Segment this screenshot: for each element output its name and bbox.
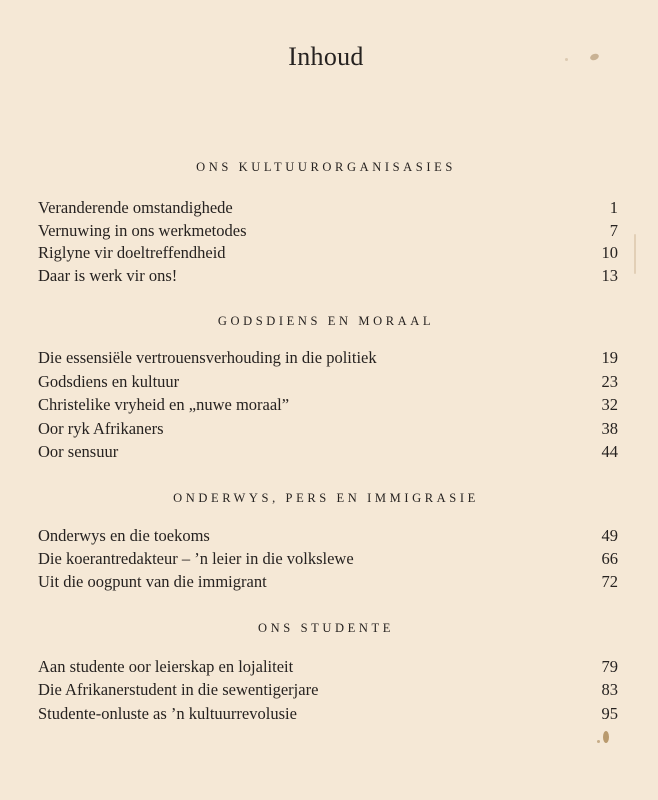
toc-entry bbox=[38, 264, 618, 288]
toc-entry bbox=[38, 570, 618, 594]
toc-entry-title: Veranderende omstandighede bbox=[38, 198, 233, 217]
section-heading: ONS STUDENTE bbox=[258, 621, 394, 635]
toc-entry-page: 66 bbox=[601, 549, 618, 568]
toc-entry-title: Christelike vryheid en „nuwe moraal” bbox=[38, 395, 290, 414]
toc-entry-page: 1 bbox=[609, 198, 618, 217]
toc-entry-title: Godsdiens en kultuur bbox=[38, 372, 180, 391]
toc-entry-page: 79 bbox=[601, 657, 618, 676]
toc-entry-page: 83 bbox=[601, 680, 618, 699]
toc-entry-page: 7 bbox=[609, 221, 618, 240]
section-heading: GODSDIENS EN MORAAL bbox=[217, 314, 435, 328]
toc-entry bbox=[38, 440, 618, 464]
toc-entry-page: 72 bbox=[601, 572, 618, 591]
toc-entry bbox=[38, 196, 618, 220]
toc-entry-page: 49 bbox=[601, 526, 618, 545]
toc-entry-title: Riglyne vir doeltreffendheid bbox=[38, 243, 226, 262]
toc-entry-title: Die Afrikanerstudent in die sewentigerjare bbox=[38, 680, 319, 699]
toc-entry-title: Oor ryk Afrikaners bbox=[38, 419, 164, 438]
toc-entry-title: Oor sensuur bbox=[38, 442, 119, 461]
section-heading: ONS KULTUURORGANISASIES bbox=[196, 160, 456, 174]
toc-entry bbox=[38, 393, 618, 417]
toc-entry-title: Studente-onluste as ’n kultuurrevolusie bbox=[38, 704, 297, 723]
toc-entry bbox=[38, 370, 618, 394]
toc-entry-title: Onderwys en die toekoms bbox=[38, 526, 210, 545]
toc-entry-page: 32 bbox=[601, 395, 618, 414]
page-title: Inhoud bbox=[288, 42, 364, 71]
toc-entry-title: Aan studente oor leierskap en lojaliteit bbox=[38, 657, 294, 676]
toc-entry-page: 10 bbox=[601, 243, 618, 262]
toc-entry bbox=[38, 417, 618, 441]
toc-entry-title: Daar is werk vir ons! bbox=[38, 266, 178, 285]
toc-entry-page: 23 bbox=[601, 372, 618, 391]
toc-entry-title: Die koerantredakteur – ’n leier in die volkslewe bbox=[38, 549, 354, 568]
toc-entry bbox=[38, 346, 618, 370]
paper-stain bbox=[565, 58, 568, 61]
section-heading: ONDERWYS, PERS EN IMMIGRASIE bbox=[173, 491, 479, 505]
toc-entry-page: 95 bbox=[601, 704, 618, 723]
toc-entry bbox=[38, 678, 618, 702]
toc-entry bbox=[38, 241, 618, 265]
toc-entry bbox=[38, 702, 618, 726]
paper-stain bbox=[597, 740, 600, 743]
toc-entry-page: 38 bbox=[601, 419, 618, 438]
toc-entry-title: Vernuwing in ons werkmetodes bbox=[38, 221, 247, 240]
toc-entry bbox=[38, 547, 618, 571]
toc-entry-page: 13 bbox=[601, 266, 618, 285]
toc-entry-title: Die essensiële vertrouensverhouding in die politiek bbox=[38, 348, 377, 367]
paper-stain bbox=[603, 731, 609, 743]
toc-entry-page: 19 bbox=[601, 348, 618, 367]
toc-entry bbox=[38, 655, 618, 679]
toc-entry-page: 44 bbox=[601, 442, 618, 461]
paper-stain bbox=[634, 234, 636, 274]
toc-entry bbox=[38, 524, 618, 548]
toc-entry-title: Uit die oogpunt van die immigrant bbox=[38, 572, 267, 591]
toc-entry bbox=[38, 219, 618, 243]
